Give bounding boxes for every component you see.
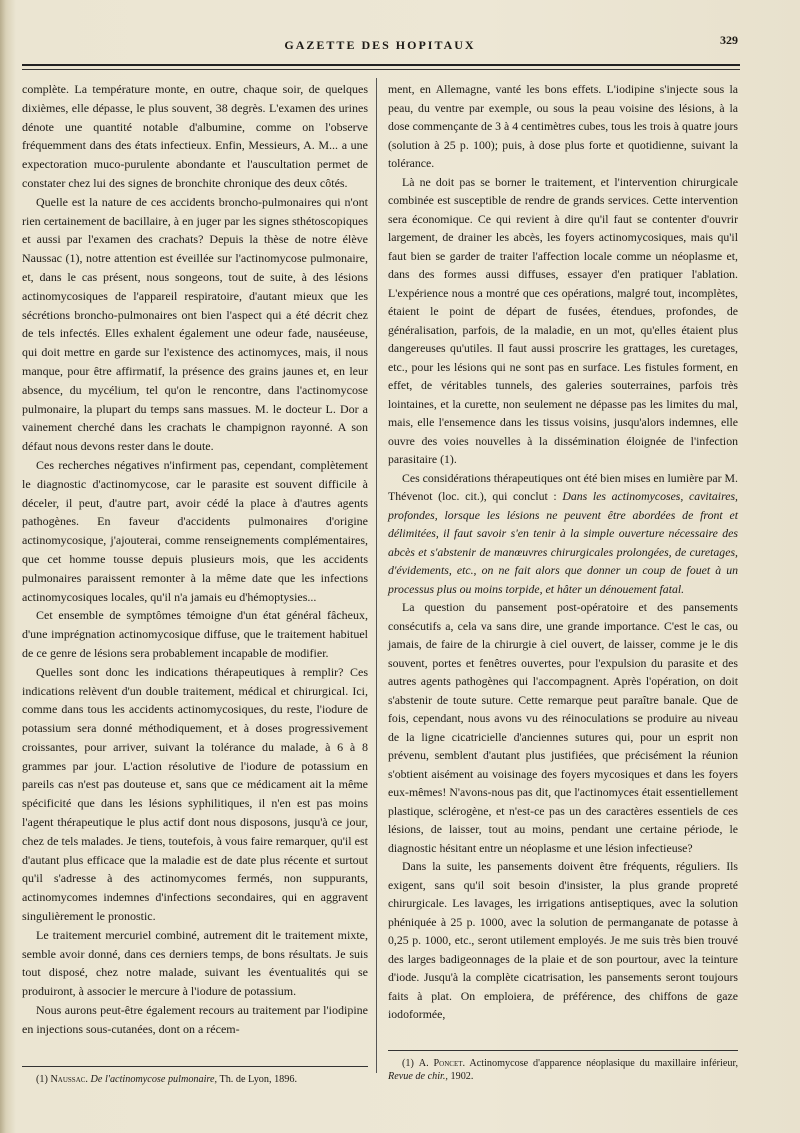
right-column <box>388 80 738 1070</box>
footnote-rule <box>388 1050 738 1051</box>
journal-title: GAZETTE DES HOPITAUX <box>284 38 476 52</box>
paragraph: ment, en Allemagne, vanté les bons effets. L'iodipine s'injecte sous la peau, du ventre par exemple, ou sous la peau voisine des lésions, à la dose commençante de 3 à 4 centimètres cubes, tous les trois à quatre jours (solution à 25 p. 100); puis, à dose plus forte et quotidienne, suivant la tolérance. <box>388 82 738 170</box>
header-rule-thin <box>22 69 740 70</box>
column-divider <box>376 78 377 1073</box>
footnote <box>22 1073 368 1086</box>
footnote-journal: Revue de chir., <box>388 1071 448 1082</box>
paragraph: Nous aurons peut-être également recours au traitement par l'iodipine en injections sous-cutanées, dont on a récem- <box>22 1003 368 1036</box>
right-footnote <box>388 1040 738 1083</box>
paragraph: Quelle est la nature de ces accidents broncho-pulmonaires qui n'ont rien certainement de bacillaire, à en juger par les signes sthétoscopiques et aussi par l'examen des crachats? Depuis la thèse de notre élève Naussac (1), notre attention est éveillée sur l'actinomycose pulmonaire, et, dans le cas présent, nous songeons, tout de suite, à des lésions actinomycosiques de l'appareil respiratoire, d'autant mieux que les sécrétions broncho-pulmonaires ont bien l'aspect qui a été décrit chez de tels infectés. Elles exhalent également une odeur fade, nauséeuse, qui doit mettre en garde sur l'existence des actinomyces, mais, il nous manque, pour être affirmatif, la présence des grains jaunes et, en leur absence, du mycélium, tel qu'on le rencontre, dans l'actinomycose pulmonaire, la plupart du temps sans massues. M. le docteur L. Dor a vainement cherché dans les crachats le champignon rayonné. A son défaut nous devons rester dans le doute. <box>22 194 368 454</box>
paragraph: La question du pansement post-opératoire et des pansements consécutifs a, cela va sans dire, une grande importance. C'est le cas, ou jamais, de faire de la chirurgie à ciel ouvert, de laisser, comme je le dis souvent, portes et fenêtres ouvertes, pour l'expulsion du parasite et des autres agents pathogènes qui l'accompagnent. Après l'opération, on doit s'abstenir de toute suture. Cette remarque peut paraître banale. Que de fois, cependant, nous avons vu des réinoculations se produire au niveau de la ligne cicatricielle d'anciennes sutures qui, pour un esprit non prévenu, semblent d'autant plus justifiées, que précisément la réunion s'obtient aisément au voisinage des foyers mycosiques et dans les foyers eux-mêmes! N'avons-nous pas dit, que l'actinomyces était essentiellement plastique, sclérogène, et n'est-ce pas un des caractères essentiels de ces lésions, de laisser, tout au moins, pendant une certaine période, le diagnostic hésitant entre un néoplasme et une lésion infectieuse? <box>388 600 738 855</box>
header-rule <box>22 64 740 66</box>
paragraph-lead: Ces considérations thérapeutiques ont été bien mises en lumière par M. Thévenot (loc. cit.), qui conclut : <box>388 470 738 503</box>
quotation: Dans les actinomycoses, cavitaires, profondes, lorsque les lésions ne peuvent être abordées de front et délimitées, il faut savoir s'en tenir à la simple ouverture nécessaire des abcès et s'abstenir de manœuvres chirurgicales prolongées, de curetages, d'évidements, etc., on ne fait alors que donner un coup de fouet à un processus plus ou moins torpide, et hâter un dénouement fatal. <box>388 489 739 596</box>
footnote-rest: Th. de Lyon, 1896. <box>219 1074 297 1085</box>
footnote-title: Actinomycose d'apparence néoplasique du maxillaire inférieur, <box>469 1058 739 1069</box>
footnote <box>388 1057 738 1083</box>
footnote-author: A. Poncet. <box>418 1058 466 1069</box>
paragraph: Dans la suite, les pansements doivent être fréquents, réguliers. Ils exigent, sans qu'il soit besoin d'insister, la plus grande propreté chirurgicale. Les lavages, les irrigations antiseptiques, avec la solution phéniquée à 25 p. 1000, avec la solution de permanganate de potasse à 0,25 p. 1000, etc., seront utilement employés. Je me suis très bien trouvé des larges badigeonnages de la plaie et de son pourtour, avec la teinture d'iode. Jusqu'à la complète cicatrisation, les pansements seront toujours faits à plat. On emploiera, de préférence, des chiffons de gaze iodoformée, <box>388 859 738 1021</box>
paragraph <box>388 469 738 599</box>
footnote-marker: (1) <box>402 1058 414 1069</box>
footnote-marker: (1) <box>36 1074 48 1085</box>
paragraph: complète. La température monte, en outre, chaque soir, de quelques dixièmes, elle dépasse, le plus souvent, 38 degrès. L'examen des urines dénote une quantité notable d'albumine, comme on l'observe fréquemment dans des états infectieux. Enfin, Messieurs, A. M... a une expectoration muco-purulente abondante et l'auscultation permet de constater chez lui des signes de bronchite chronique des deux côtés. <box>22 82 368 190</box>
page-number: 329 <box>720 33 738 47</box>
paragraph: Ces recherches négatives n'infirment pas, cependant, complètement le diagnostic d'actinomycose, car le parasite est souvent difficile à déceler, il peut, d'autre part, avoir cédé la place à d'autres agents pathogènes. En faveur d'accidents pulmonaires d'origine actinomycosique, j'ajouterai, comme renseignements complémentaires, que cet homme tousse depuis plusieurs mois, que les accidents pulmonaires paraissent remonter à la même date que les infections actinomycosiques locales, qu'il n'a jamais eu d'hémoptysies... <box>22 457 368 604</box>
paragraph: Le traitement mercuriel combiné, autrement dit le traitement mixte, semble avoir donné, dans ces derniers temps, de bons résultats. Je suis tout disposé, chez notre malade, suivant les éventualités qui se produiront, à associer le mercure à l'iodure de potassium. <box>22 927 368 999</box>
paragraph: Cet ensemble de symptômes témoigne d'un état général fâcheux, d'une imprégnation actinomycosique diffuse, que le traitement habituel de ce genre de lésions sera probablement incapable de modifier. <box>22 608 368 660</box>
left-footnote <box>22 1056 368 1086</box>
footnote-year: 1902. <box>450 1071 474 1082</box>
left-column <box>22 80 368 1080</box>
paragraph: Quelles sont donc les indications thérapeutiques à remplir? Ces indications relèvent d'un double traitement, médical et chirurgical. Ici, comme dans tous les accidents actinomycosiques, du reste, l'iodure de potassium sera donné méthodiquement, et à doses progressivement croissantes, pour arriver, suivant la tolérance du malade, à 6 à 8 grammes par jour. L'action résolutive de l'iodure de potassium en pareils cas n'est pas douteuse et, sans que ce médicament ait la même spécificité que dans les lésions syphilitiques, il n'en est pas moins l'agent thérapeutique le plus actif dont nous disposons, jusqu'à ce jour, chez de tels malades. Je tiens, toutefois, à vous faire remarquer, qu'il est d'autant plus efficace que la maladie est de date plus récente et surtout qu'il s'adresse à des actinomycomes fermés, non suppurants, actinomycomes indemnes d'infections secondaires, qui en aggravent singulièrement le pronostic. <box>22 664 368 924</box>
page-header <box>22 33 738 57</box>
footnote-title: De l'actinomycose pulmonaire, <box>90 1074 218 1085</box>
footnote-rule <box>22 1066 368 1067</box>
paragraph: Là ne doit pas se borner le traitement, et l'intervention chirurgicale combinée est susceptible de rendre de grands services. Cette intervention sera économique. Ce qui revient à dire qu'il faut se contenter d'ouvrir largement, de drainer les abcès, les foyers actinomycosiques, mais qu'il faut bien se garder de traiter l'affection locale comme un néoplasme et, dans des formes aussi diffuses, essayer d'en pratiquer l'ablation. L'expérience nous a montré que ces opérations, malgré tout, incomplètes, étaient le point de départ de fusées, étendues, profondes, de généralisation, parfois, de la maladie, en un mot, qu'elles étaient plus dangereuses qu'utiles. Il faut aussi proscrire les grattages, les curetages, etc., pour les lésions qui ne sont pas en surface. Les fistules forment, en effet, de véritables tunnels, des galeries souterraines, parfois très lointaines, et la curette, non seulement ne dépasse pas les limites du mal, mais, elle l'ensemence dans les tissus voisins, jusqu'alors indemnes, elle ouvre des voies nouvelles à la dissémination éloignée de l'infection parasitaire (1). <box>388 174 738 466</box>
footnote-author: Naussac. <box>50 1074 88 1085</box>
